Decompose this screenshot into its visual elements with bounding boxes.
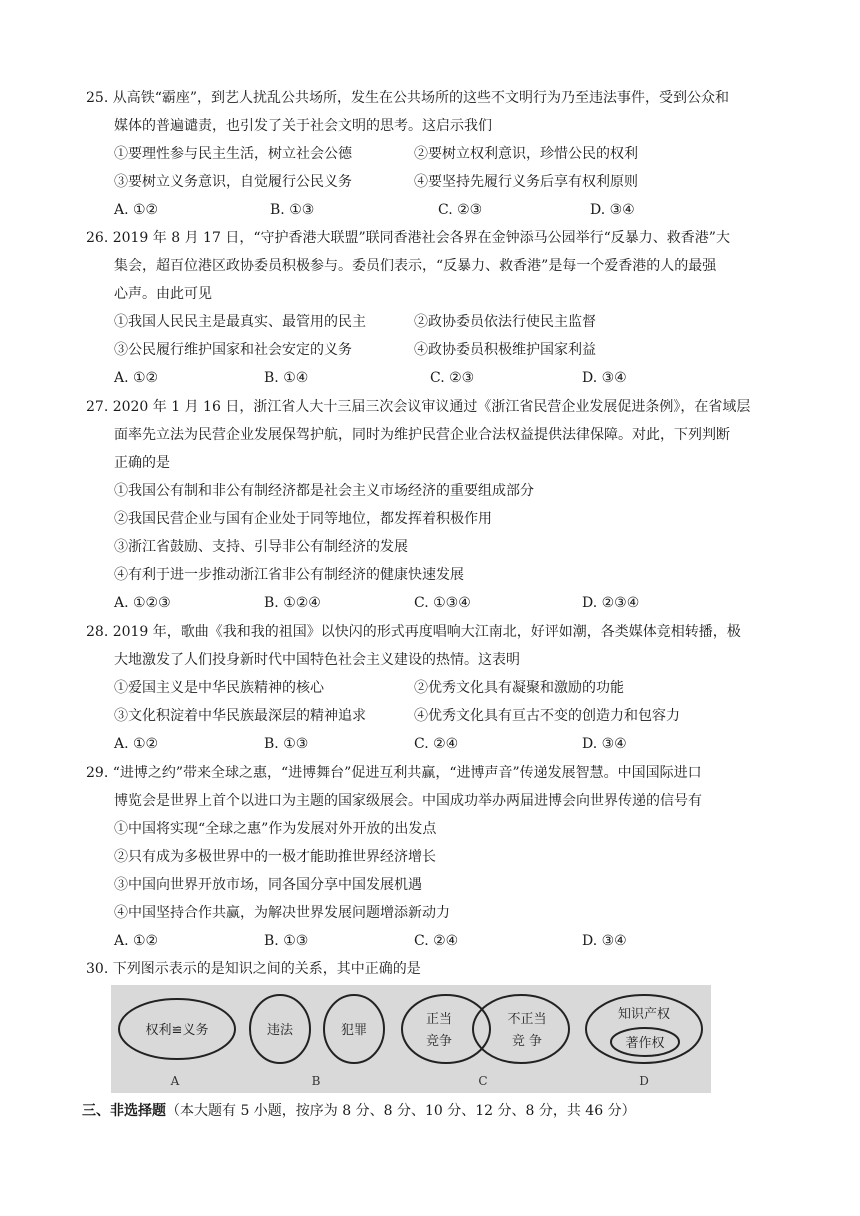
q29-answer-c: C. ②④ (414, 933, 459, 949)
q29-line-1: 29. “进博之约”带来全球之惠，“进博舞台”促进互利共赢，“进博声音”传递发展智慧。中国国际进口 (86, 765, 702, 781)
q25-answer-a: A. ①② (114, 202, 159, 218)
q26-line-2: 集会，超百位港区政协委员积极参与。委员们表示，“反暴力、救香港”是每一个爱香港的人的最强 (114, 258, 717, 274)
q25-item-1: ①要理性参与民主生活，树立社会公德 (114, 146, 352, 162)
q26-line-3: 心声。由此可见 (114, 286, 212, 302)
q28-item-1: ①爱国主义是中华民族精神的核心 (114, 680, 324, 696)
q29-line-2: 博览会是世界上首个以进口为主题的国家级展会。中国成功举办两届进博会向世界传递的信号有 (114, 793, 702, 809)
q26-answer-d: D. ③④ (582, 370, 627, 386)
q29-item-1: ①中国将实现“全球之惠”作为发展对外开放的出发点 (114, 821, 437, 837)
q27-answer-b: B. ①②④ (264, 595, 321, 611)
q28-answer-d: D. ③④ (582, 736, 627, 752)
q27-answer-a: A. ①②③ (114, 595, 171, 611)
diagram-b-left-text: 违法 (266, 1023, 294, 1038)
q26-answer-b: B. ①④ (264, 370, 309, 386)
q25-answer-d: D. ③④ (590, 202, 635, 218)
q26-answer-a: A. ①② (114, 370, 159, 386)
q25-item-2: ②要树立权利意识，珍惜公民的权利 (414, 146, 638, 162)
q29-item-4: ④中国坚持合作共赢，为解决世界发展问题增添新动力 (114, 905, 450, 921)
q30-line-1: 30. 下列图示表示的是知识之间的关系，其中正确的是 (86, 961, 421, 977)
diagram-d-outer-text: 知识产权 (617, 1007, 671, 1022)
q27-item-2: ②我国民营企业与国有企业处于同等地位，都发挥着积极作用 (114, 511, 492, 527)
q27-line-3: 正确的是 (114, 455, 170, 471)
diagram-caption-a: A (170, 1074, 180, 1088)
q27-answer-c: C. ①③④ (414, 595, 471, 611)
q29-item-2: ②只有成为多极世界中的一极才能助推世界经济增长 (114, 849, 436, 865)
q26-item-4: ④政协委员积极维护国家利益 (414, 342, 596, 358)
q27-answer-d: D. ②③④ (582, 595, 640, 611)
section-heading (82, 1101, 636, 1121)
diagram-c-right-text-1: 不正当 (507, 1012, 547, 1027)
q28-line-2: 大地激发了人们投身新时代中国特色社会主义建设的热情。这表明 (114, 652, 520, 668)
knowledge-relationship-diagram (111, 985, 711, 1093)
q28-answer-a: A. ①② (114, 736, 159, 752)
diagram-c (402, 995, 569, 1088)
q27-item-1: ①我国公有制和非公有制经济都是社会主义市场经济的重要组成部分 (114, 483, 534, 499)
q29-answer-d: D. ③④ (582, 933, 627, 949)
diagram-caption-c: C (478, 1074, 488, 1088)
diagram-c-left-ellipse (402, 995, 490, 1063)
q28-item-3: ③文化积淀着中华民族最深层的精神追求 (114, 708, 366, 724)
q29-answer-a: A. ①② (114, 933, 159, 949)
q26-item-1: ①我国人民民主是最真实、最管用的民主 (114, 314, 366, 330)
q25-answer-b: B. ①③ (270, 202, 315, 218)
diagram-c-right-ellipse (473, 995, 569, 1063)
q28-item-4: ④优秀文化具有亘古不变的创造力和包容力 (414, 708, 680, 724)
q27-item-4: ④有利于进一步推动浙江省非公有制经济的健康快速发展 (114, 567, 464, 583)
q27-item-3: ③浙江省鼓励、支持、引导非公有制经济的发展 (114, 539, 408, 555)
q28-answer-c: C. ②④ (414, 736, 459, 752)
diagram-c-left-text-2: 竞争 (425, 1034, 453, 1049)
q26-item-3: ③公民履行维护国家和社会安定的义务 (114, 342, 352, 358)
diagram-d (586, 995, 702, 1088)
q27-line-1: 27. 2020 年 1 月 16 日，浙江省人大十三届三次会议审议通过《浙江省民营企业发展促进条例》，在省域层 (86, 399, 751, 415)
diagram-svg (111, 985, 711, 1093)
section-title: 三、非选择题 (82, 1103, 166, 1119)
diagram-a-text: 权利≌义务 (145, 1023, 209, 1038)
q29-item-3: ③中国向世界开放市场，同各国分享中国发展机遇 (114, 877, 422, 893)
diagram-a (119, 999, 235, 1088)
diagram-caption-d: D (639, 1074, 649, 1088)
q28-answer-b: B. ①③ (264, 736, 309, 752)
q26-line-1: 26. 2019 年 8 月 17 日，“守护香港大联盟”联同香港社会各界在金钟添马公园举行“反暴力、救香港”大 (86, 230, 730, 246)
q29-answer-b: B. ①③ (264, 933, 309, 949)
section-note: （本大题有 5 小题，按序为 8 分、8 分、10 分、12 分、8 分，共 46 分） (166, 1103, 636, 1119)
q25-item-4: ④要坚持先履行义务后享有权利原则 (414, 174, 638, 190)
diagram-b-right-text: 犯罪 (340, 1023, 368, 1038)
q28-line-1: 28. 2019 年，歌曲《我和我的祖国》以快闪的形式再度唱响大江南北，好评如潮，各类媒体竞相转播，极 (86, 624, 741, 640)
q25-line-2: 媒体的普遍谴责，也引发了关于社会文明的思考。这启示我们 (114, 118, 492, 134)
q26-answer-c: C. ②③ (430, 370, 475, 386)
q25-item-3: ③要树立义务意识，自觉履行公民义务 (114, 174, 352, 190)
q27-line-2: 面率先立法为民营企业发展保驾护航，同时为维护民营企业合法权益提供法律保障。对此，下列判断 (114, 427, 730, 443)
diagram-c-left-text-1: 正当 (425, 1012, 453, 1027)
q25-answer-c: C. ②③ (438, 202, 483, 218)
diagram-d-inner-text: 著作权 (625, 1036, 665, 1051)
q26-item-2: ②政协委员依法行使民主监督 (414, 314, 596, 330)
diagram-c-right-text-2: 竞 争 (511, 1034, 543, 1049)
diagram-caption-b: B (311, 1074, 321, 1088)
q28-item-2: ②优秀文化具有凝聚和激励的功能 (414, 680, 624, 696)
diagram-b (250, 995, 384, 1088)
q25-line-1: 25. 从高铁“霸座”，到艺人扰乱公共场所，发生在公共场所的这些不文明行为乃至违法事件，受到公众和 (86, 90, 730, 106)
